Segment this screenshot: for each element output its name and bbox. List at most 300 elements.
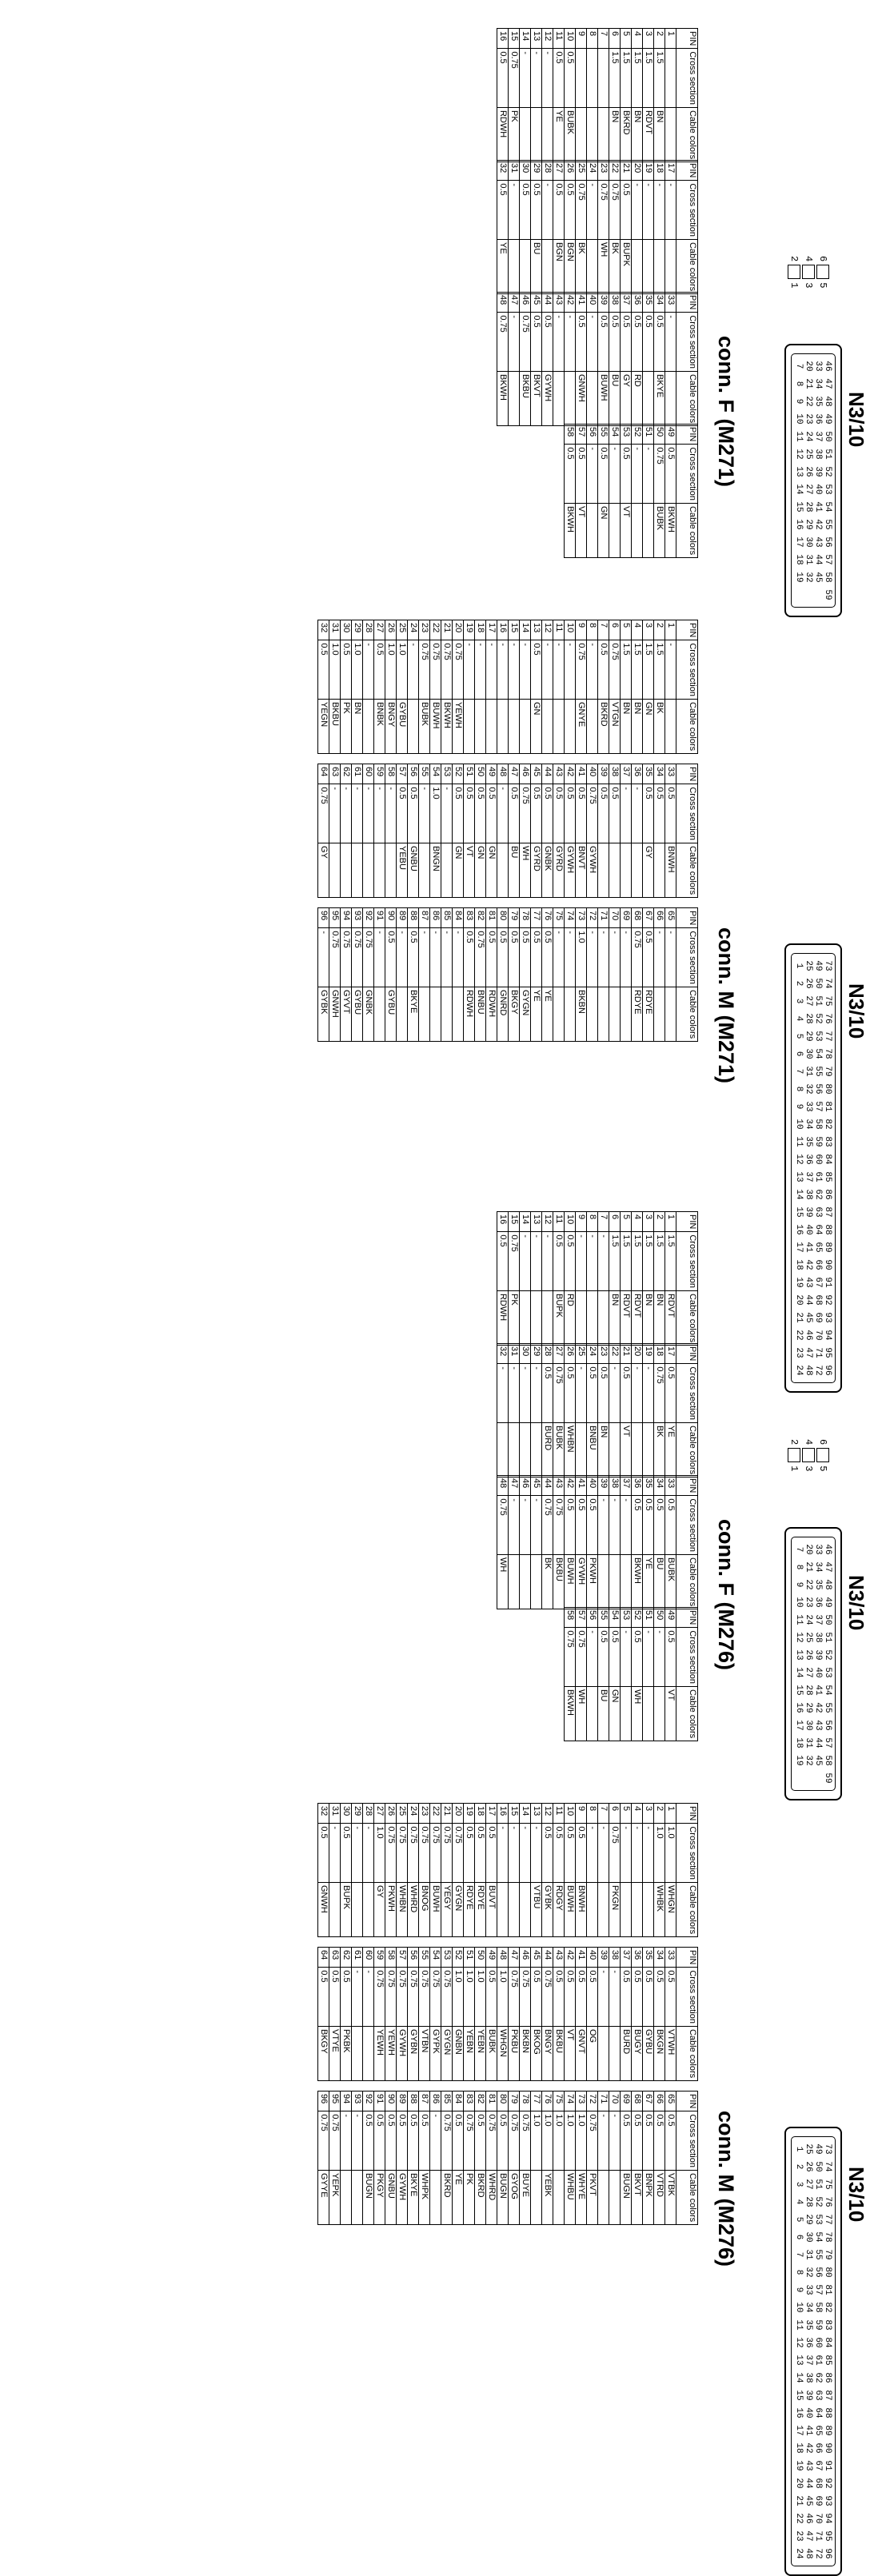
cable-color-cell: GNBK [542, 843, 553, 897]
pin-number: 93 [823, 1312, 832, 1323]
cable-color-cell: WH [576, 1686, 587, 1741]
cross-section-cell: - [385, 784, 397, 843]
table-row [497, 29, 509, 162]
pin-cell: 52 [632, 425, 643, 445]
cross-section-cell: 0.75 [520, 1968, 531, 2027]
pin-number: 7 [794, 1068, 804, 1075]
cable-color-cell [520, 1882, 531, 1936]
pin-cell: 74 [565, 908, 576, 928]
table-row [609, 1804, 621, 1937]
pin-cell: 24 [587, 161, 598, 181]
pin-cell: 78 [520, 908, 531, 928]
table-row [576, 908, 587, 1042]
pin-cell: 22 [430, 620, 441, 640]
pin-number: 30 [804, 1720, 813, 1731]
table-row [665, 764, 676, 898]
table-row [385, 908, 397, 1042]
pin-table [317, 907, 698, 1042]
table-row [576, 425, 587, 558]
cable-color-cell: GNWH [318, 1882, 329, 1936]
pin-number: 16 [794, 1224, 804, 1235]
cable-color-cell [509, 699, 520, 753]
table-row [609, 1476, 621, 1609]
pin-cell: 52 [632, 1608, 643, 1628]
cable-color-cell [654, 239, 665, 293]
pin-number: 28 [804, 2196, 813, 2207]
table-row [643, 1804, 654, 1937]
cable-color-cell [352, 1882, 363, 1936]
pin-number: 42 [813, 519, 823, 530]
pin-number: 1 [794, 963, 804, 969]
column-header: Cable colors [676, 1554, 698, 1609]
pin-cell: 38 [609, 1476, 621, 1496]
pin-cell: 19 [464, 1804, 475, 1824]
table-row [497, 1948, 509, 2081]
cable-color-cell: BKBU [553, 1554, 565, 1609]
cross-section-cell: 0.75 [441, 1968, 453, 2027]
pin-cell: 47 [509, 293, 520, 313]
cable-color-cell: GNWH [576, 371, 587, 425]
pin-number: 28 [804, 1013, 813, 1024]
pin-number: 58 [823, 572, 832, 583]
cross-section-cell: 0.5 [576, 784, 587, 843]
pin-cell: 94 [341, 908, 352, 928]
table-row [565, 161, 576, 294]
table-row [441, 620, 453, 754]
table-row [587, 908, 598, 1042]
table-row [632, 1608, 643, 1741]
pin-number: 4 [803, 1439, 814, 1446]
pin-cell: 25 [576, 1344, 587, 1364]
pinout-row [804, 2142, 813, 2561]
table-row [598, 1608, 609, 1741]
pin-cell: 96 [318, 908, 329, 928]
pin-cell: 41 [576, 293, 587, 313]
cable-color-cell [643, 1686, 654, 1741]
table-row [531, 29, 542, 162]
pin-cell: 51 [464, 1948, 475, 1968]
cable-color-cell: YEWH [453, 699, 464, 753]
cross-section-cell: - [531, 1496, 542, 1555]
cable-color-cell [598, 107, 609, 161]
cross-section-cell: 0.75 [385, 1824, 397, 1883]
pin-number: 47 [804, 2530, 813, 2542]
cross-section-cell: 0.75 [352, 928, 363, 987]
cross-section-cell: 0.75 [430, 640, 441, 700]
cross-section-cell: 1.0 [352, 640, 363, 700]
cable-color-cell: RDWH [497, 1290, 509, 1345]
table-row [520, 293, 531, 426]
cable-color-cell: BUGY [632, 2026, 643, 2080]
cross-section-cell: 1.5 [643, 1232, 654, 1291]
table-row [441, 908, 453, 1042]
cross-section-cell: - [643, 181, 654, 240]
table-row [464, 1804, 475, 1937]
pin-cell: 55 [598, 425, 609, 445]
cross-section-cell: 0.75 [408, 1824, 419, 1883]
pin-cell: 51 [464, 764, 475, 784]
cable-color-cell: BUWH [565, 1882, 576, 1936]
pin-number: 26 [804, 978, 813, 989]
table-header-row [676, 1804, 698, 1937]
cross-section-cell: 0.75 [576, 181, 587, 240]
table-row [632, 293, 643, 426]
cross-section-cell: - [587, 445, 598, 504]
pin-cell: 26 [565, 1344, 576, 1364]
pin-cell: 37 [621, 1476, 632, 1496]
pin-number: 15 [794, 1685, 804, 1696]
cable-color-cell: BNWH [576, 1882, 587, 1936]
pin-cell: 27 [553, 161, 565, 181]
pin-cell: 11 [553, 1212, 565, 1232]
cross-section-cell: 0.75 [453, 1824, 464, 1883]
cross-section-cell: - [520, 1824, 531, 1883]
table-row [632, 1804, 643, 1937]
pin-number: 52 [823, 1649, 832, 1661]
pinout-row [823, 1542, 832, 1785]
cable-color-cell: BN [598, 1422, 609, 1477]
cable-color-cell: YEBN [464, 2026, 475, 2080]
table-row [509, 620, 520, 754]
pin-table [317, 1947, 698, 2081]
cross-section-cell: 0.75 [509, 1232, 520, 1291]
table-row [352, 1948, 363, 2081]
pin-cell: 56 [587, 425, 598, 445]
pin-number: 36 [813, 413, 823, 425]
pin-cell: 32 [497, 161, 509, 181]
cross-section-cell: 0.75 [509, 1968, 520, 2027]
pin-number: 57 [823, 554, 832, 565]
pin-number: 33 [804, 2284, 813, 2295]
pin-number: 30 [804, 536, 813, 548]
pin-cell: 68 [632, 908, 643, 928]
cross-section-cell: - [497, 784, 509, 843]
cable-color-cell [430, 2170, 441, 2224]
cable-color-cell: GYBU [385, 987, 397, 1041]
pin-cell: 48 [497, 764, 509, 784]
pin-cell: 5 [621, 1804, 632, 1824]
cable-color-cell: PKBK [341, 2026, 352, 2080]
cross-section-cell: 0.5 [486, 1824, 497, 1883]
cross-section-cell: 0.5 [665, 445, 676, 504]
cross-section-cell: - [509, 313, 520, 372]
pin-cell: 59 [374, 1948, 385, 1968]
pinout-row [794, 1542, 804, 1785]
pin-cell: 49 [486, 1948, 497, 1968]
cross-section-cell: - [329, 1824, 341, 1883]
pin-cell: 4 [632, 1804, 643, 1824]
pin-cell: 80 [497, 908, 509, 928]
pin-cell: 1 [665, 1212, 676, 1232]
cross-section-cell: 1.0 [385, 640, 397, 700]
cable-color-cell: GYWH [542, 371, 553, 425]
pin-number: 84 [823, 1154, 832, 1165]
table-row [475, 1948, 486, 2081]
cable-color-cell: BKWH [632, 1554, 643, 1609]
pin-number: 23 [804, 1597, 813, 1608]
cable-color-cell [576, 107, 587, 161]
cable-color-cell: BKOG [531, 2026, 542, 2080]
cross-section-cell: 0.5 [587, 1968, 598, 2027]
cable-color-cell: OG [587, 2026, 598, 2080]
pin-number: 39 [804, 1206, 813, 1218]
pin-number: 59 [813, 2319, 823, 2331]
cable-color-cell: GYWH [576, 1554, 587, 1609]
connector-section [0, 1199, 878, 1791]
pin-cell: 15 [509, 1804, 520, 1824]
pin-number: 48 [804, 2548, 813, 2559]
pin-number: 78 [823, 1048, 832, 1059]
cable-color-cell [643, 239, 654, 293]
cross-section-cell: 0.75 [441, 1824, 453, 1883]
cable-color-cell [542, 1290, 553, 1345]
column-header: Cable colors [676, 371, 698, 425]
pin-cell: 29 [531, 1344, 542, 1364]
pin-number: 96 [823, 2548, 832, 2559]
pin-number: 33 [813, 1544, 823, 1555]
table-row [341, 764, 352, 898]
pin-number: 45 [813, 572, 823, 583]
table-row [587, 1212, 598, 1346]
cross-section-cell: - [419, 784, 430, 843]
connector-title: conn. F (M271) [714, 336, 738, 488]
pin-number: 95 [823, 1347, 832, 1358]
cross-section-cell: 0.5 [621, 1968, 632, 2027]
cross-section-cell: - [576, 1364, 587, 1423]
table-row [329, 764, 341, 898]
cross-section-cell: - [509, 1496, 520, 1555]
pin-cell: 71 [598, 2092, 609, 2111]
cross-section-cell: - [509, 640, 520, 700]
cross-section-cell: 1.0 [475, 1968, 486, 2027]
pin-cell: 4 [632, 1212, 643, 1232]
cable-color-cell: GNRD [497, 987, 509, 1041]
table-row [385, 620, 397, 754]
cable-color-cell: YEBU [397, 843, 408, 897]
pin-cell: 45 [531, 764, 542, 784]
cable-color-cell: BK [609, 239, 621, 293]
table-row [453, 1948, 464, 2081]
pin-number: 51 [823, 449, 832, 460]
cross-section-cell: 0.75 [374, 1968, 385, 2027]
column-header: PIN [676, 764, 698, 784]
table-row [587, 1948, 598, 2081]
pin-cell: 14 [520, 1804, 531, 1824]
cable-color-cell: PKVT [587, 2170, 598, 2224]
cable-color-cell: RDVT [643, 107, 654, 161]
pin-cell: 70 [609, 908, 621, 928]
pin-number: 74 [823, 2161, 832, 2172]
cross-section-cell: 0.75 [520, 784, 531, 843]
pin-number: 42 [804, 2442, 813, 2454]
table-row [509, 1948, 520, 2081]
cross-section-cell: 0.5 [486, 1968, 497, 2027]
cross-section-cell: - [453, 928, 464, 987]
cable-color-cell: BKBU [520, 371, 531, 425]
table-row [632, 425, 643, 558]
cable-color-cell: RDYE [632, 987, 643, 1041]
cross-section-cell: 0.75 [397, 1824, 408, 1883]
pin-cell: 3 [643, 620, 654, 640]
cable-color-cell: BUYE [520, 2170, 531, 2224]
cross-section-cell: 0.5 [609, 784, 621, 843]
pinout-row [794, 2142, 804, 2561]
table-row [654, 764, 665, 898]
pin-number: 83 [823, 1136, 832, 1147]
pin-cell: 31 [509, 1344, 520, 1364]
table-row [497, 161, 509, 294]
cross-section-cell: 0.5 [385, 928, 397, 987]
pin-number: 51 [813, 2179, 823, 2190]
pin-table [497, 160, 698, 294]
table-header-row [676, 1948, 698, 2081]
pin-number: 52 [823, 466, 832, 477]
pin-number: 11 [794, 431, 804, 442]
table-row [643, 2092, 654, 2225]
pin-cell: 62 [341, 1948, 352, 1968]
table-row [565, 1948, 576, 2081]
cable-color-cell: BK [654, 1422, 665, 1477]
cable-color-cell: BNOG [419, 1882, 430, 1936]
table-row [665, 1476, 676, 1609]
cable-color-cell [531, 1290, 542, 1345]
cross-section-cell: 0.5 [643, 1496, 654, 1555]
pin-cell: 21 [441, 1804, 453, 1824]
pin-socket [816, 265, 829, 279]
cable-color-cell: BN [632, 107, 643, 161]
pin-number: 85 [823, 1171, 832, 1182]
table-row [609, 620, 621, 754]
cable-color-cell: WHBK [654, 1882, 665, 1936]
cable-color-cell: VTWH [665, 2026, 676, 2080]
table-row [632, 1212, 643, 1346]
column-header: PIN [676, 29, 698, 49]
cross-section-cell: 0.75 [520, 2111, 531, 2171]
cable-color-cell: GNYE [576, 699, 587, 753]
pin-cell: 92 [363, 908, 374, 928]
pin-cell: 31 [509, 161, 520, 181]
pin-number: 79 [823, 2249, 832, 2260]
cross-section-cell: 1.0 [397, 640, 408, 700]
pin-cell: 30 [341, 1804, 352, 1824]
pin-number: 45 [804, 1312, 813, 1323]
cable-color-cell: RDWH [464, 987, 475, 1041]
table-row [397, 2092, 408, 2225]
cable-color-cell: VTBU [531, 1882, 542, 1936]
pin-number: 76 [823, 1013, 832, 1024]
cross-section-cell: - [341, 2111, 352, 2171]
column-header: Cross section [676, 49, 698, 108]
pin-cell: 32 [318, 1804, 329, 1824]
pin-cell: 25 [397, 620, 408, 640]
pin-cell: 37 [621, 764, 632, 784]
pin-number: 53 [813, 1031, 823, 1042]
column-header: PIN [676, 1212, 698, 1232]
column-header: Cross section [676, 784, 698, 843]
table-row [632, 620, 643, 754]
pin-table [317, 764, 698, 898]
cross-section-cell: - [430, 928, 441, 987]
cable-color-cell: GYBK [318, 987, 329, 1041]
cross-section-cell: 0.5 [475, 1824, 486, 1883]
cross-section-cell: 0.5 [576, 1496, 587, 1555]
table-row [565, 293, 576, 426]
cable-color-cell: BKRD [598, 699, 609, 753]
cross-section-cell: - [621, 1628, 632, 1687]
column-header: Cable colors [676, 239, 698, 293]
pin-number: 94 [823, 2513, 832, 2524]
cable-color-cell [587, 107, 598, 161]
cross-section-cell: 0.5 [509, 784, 520, 843]
cross-section-cell: 1.5 [621, 49, 632, 108]
table-row [397, 764, 408, 898]
cable-color-cell [553, 371, 565, 425]
cable-color-cell: BURD [621, 2026, 632, 2080]
cross-section-cell: - [363, 784, 374, 843]
pin-number: 44 [804, 1294, 813, 1306]
pin-number: 3 [803, 1465, 814, 1472]
pin-socket [788, 1448, 800, 1462]
cable-color-cell [352, 843, 363, 897]
table-row [475, 1804, 486, 1937]
cable-color-cell: GNWH [329, 987, 341, 1041]
pin-cell: 41 [576, 1948, 587, 1968]
cable-color-cell: BU [509, 843, 520, 897]
table-row [643, 29, 654, 162]
table-row [565, 1804, 576, 1937]
cable-color-cell [643, 503, 654, 557]
cross-section-cell: 0.75 [509, 2111, 520, 2171]
cable-color-cell: PK [509, 1290, 520, 1345]
cable-color-cell [609, 843, 621, 897]
pin-cell: 34 [654, 293, 665, 313]
cross-section-cell: - [553, 928, 565, 987]
pin-cell: 41 [576, 1476, 587, 1496]
pin-cell: 30 [341, 620, 352, 640]
table-row [341, 620, 352, 754]
cable-color-cell [329, 1882, 341, 1936]
pin-cell: 95 [329, 2092, 341, 2111]
table-row [553, 2092, 565, 2225]
table-row [598, 1948, 609, 2081]
cable-color-cell: VTBK [665, 2170, 676, 2224]
pin-number: 37 [804, 2355, 813, 2366]
pin-cell: 20 [453, 1804, 464, 1824]
cable-color-cell: WHPK [419, 2170, 430, 2224]
table-row [329, 908, 341, 1042]
cross-section-cell: 0.75 [397, 1968, 408, 2027]
cross-section-cell: 1.0 [464, 1968, 475, 2027]
pin-number: 2 [788, 256, 800, 262]
cable-color-cell [665, 107, 676, 161]
pin-number: 72 [813, 1365, 823, 1376]
pin-number: 41 [804, 1242, 813, 1253]
cable-color-cell: YE [531, 987, 542, 1041]
pin-number: 21 [794, 2495, 804, 2506]
pin-cell: 42 [565, 1948, 576, 1968]
table-row [520, 764, 531, 898]
table-row [329, 2092, 341, 2225]
pin-number: 18 [794, 1737, 804, 1749]
cross-section-cell: 0.75 [329, 928, 341, 987]
table-row [665, 293, 676, 426]
table-row [497, 293, 509, 426]
cable-color-cell [374, 843, 385, 897]
cable-color-cell: BUPK [341, 1882, 352, 1936]
component-label: N3/10 [844, 2167, 868, 2223]
pin-number: 40 [813, 1667, 823, 1678]
cross-section-cell: 0.5 [598, 445, 609, 504]
